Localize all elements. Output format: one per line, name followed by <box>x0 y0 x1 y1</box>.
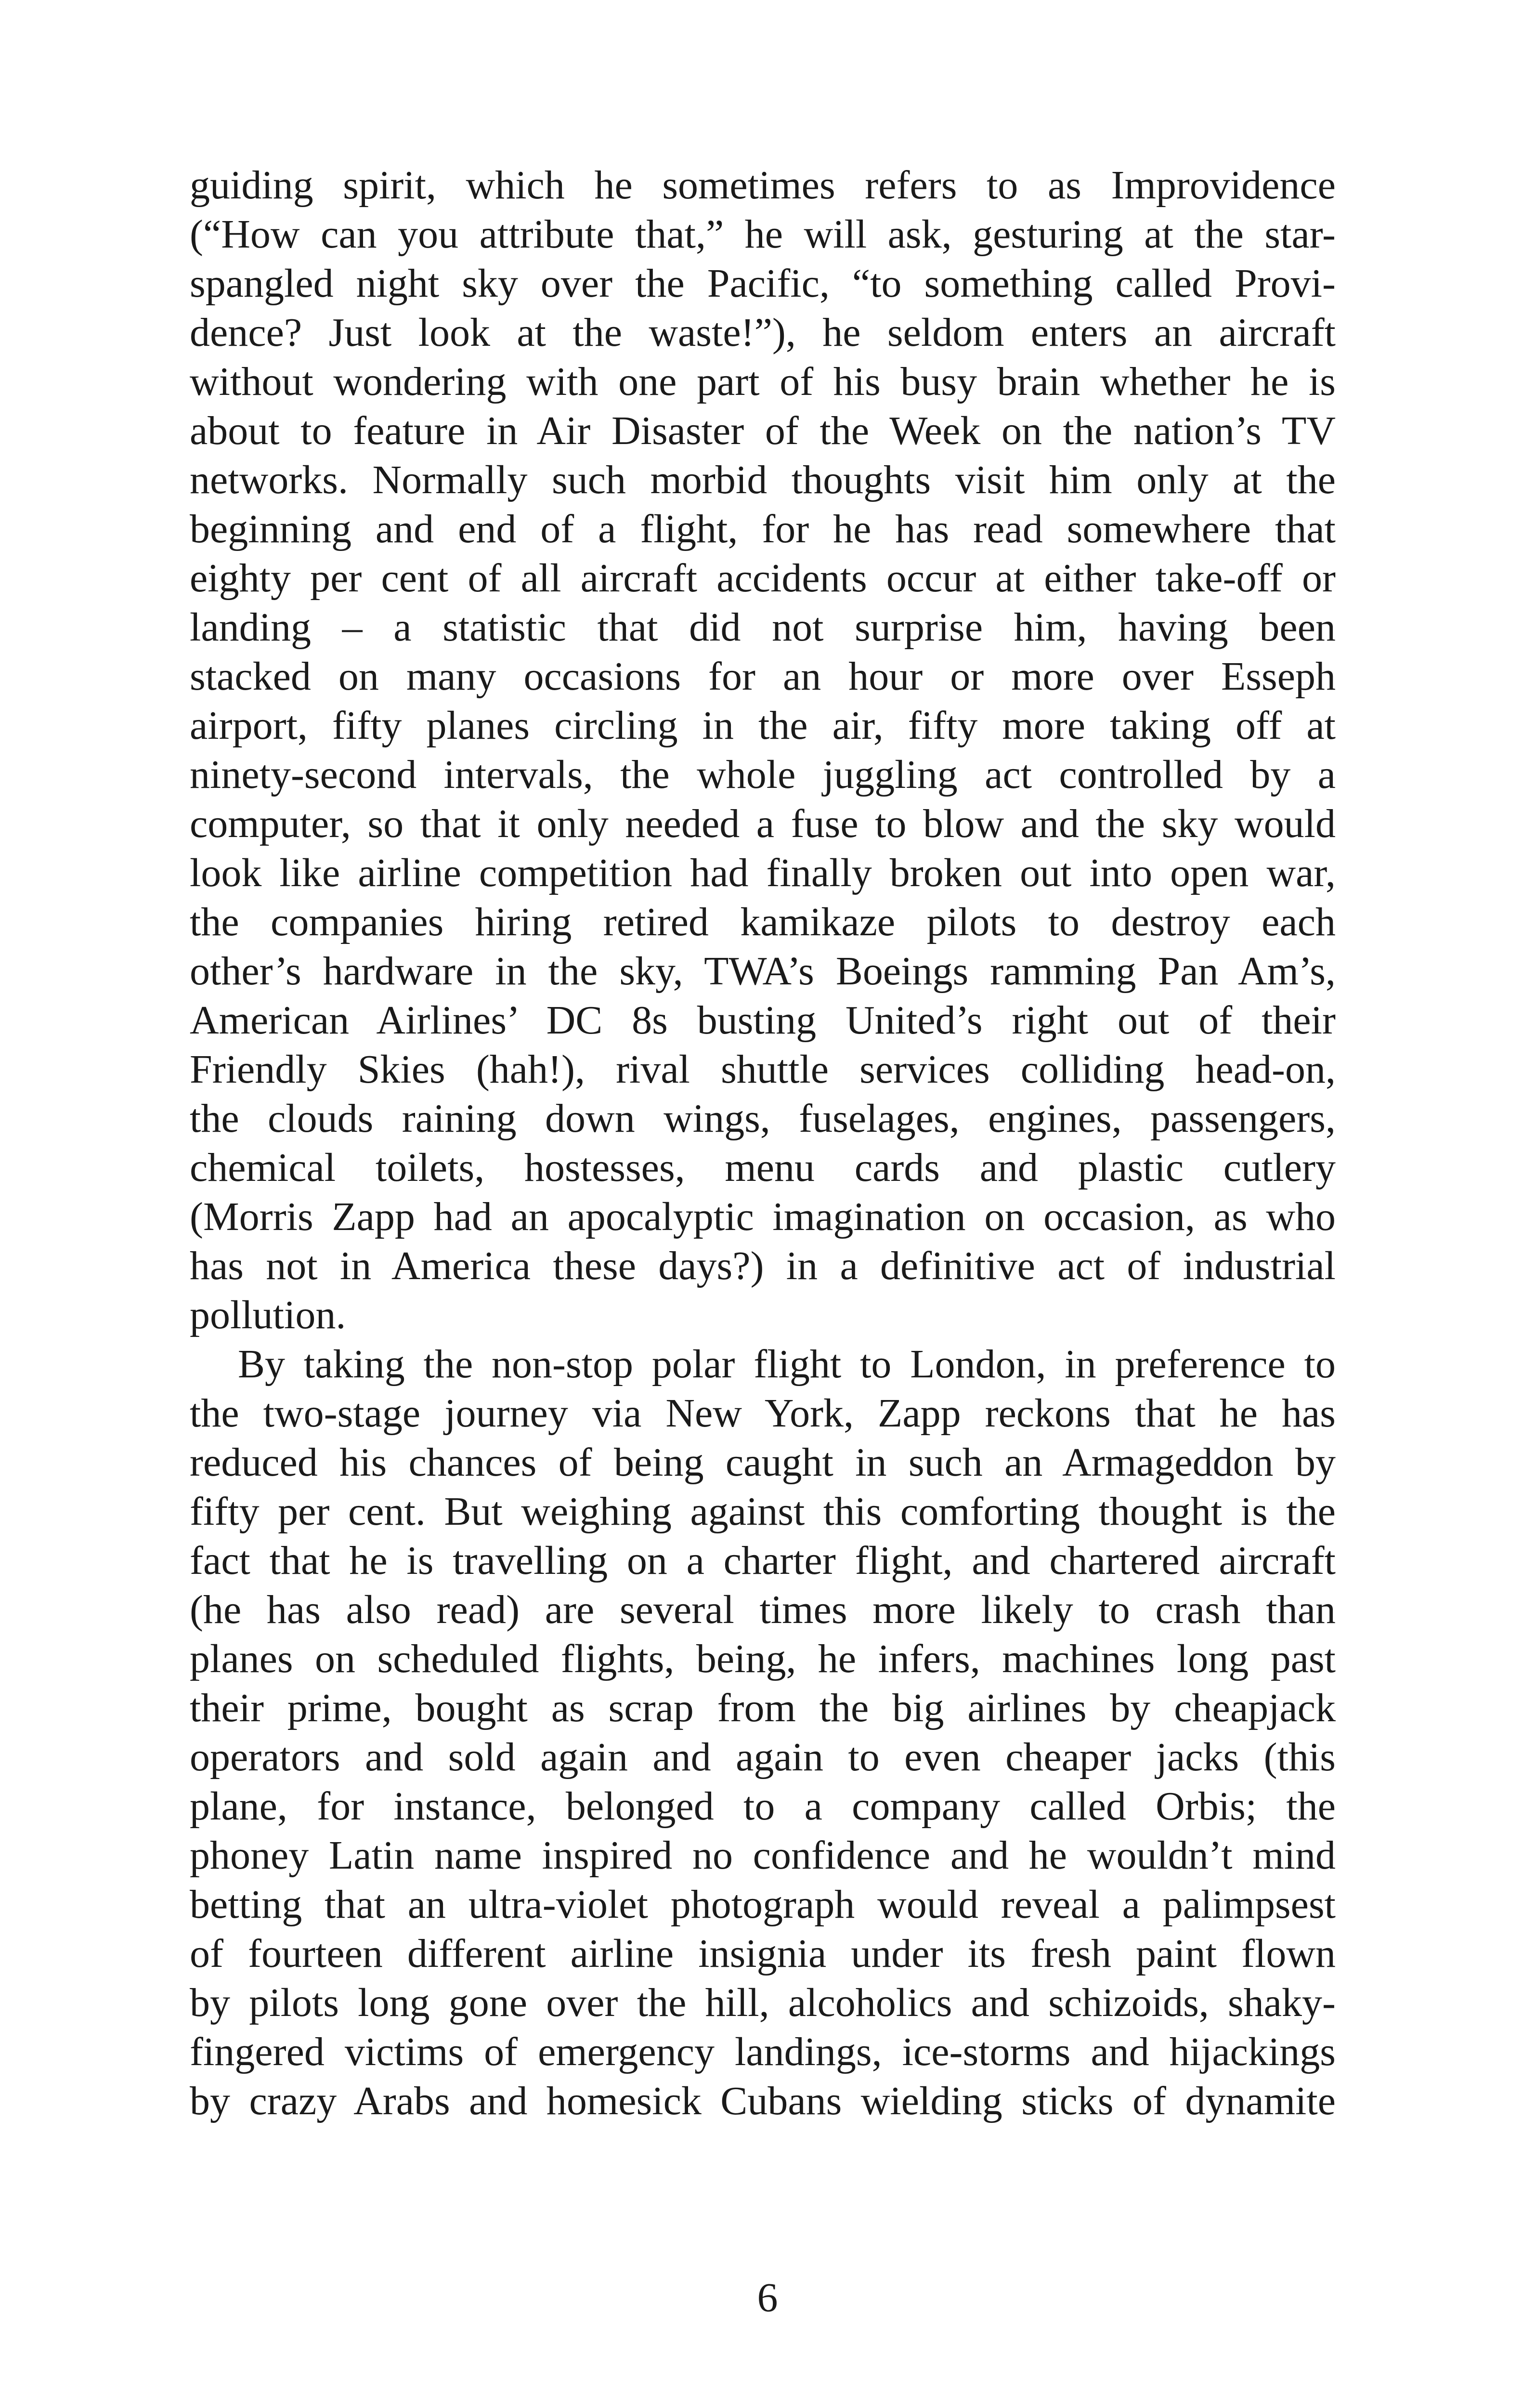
text-line: fingered victims of emergency landings, ice-storms and hijackings <box>190 2029 1336 2074</box>
text-line: ninety-second intervals, the whole juggling act controlled by a <box>190 752 1336 797</box>
text-line: fact that he is travelling on a charter flight, and chartered aircraft <box>190 1538 1336 1583</box>
text-line: fifty per cent. But weighing against this comforting thought is the <box>190 1489 1336 1534</box>
text-line: (he has also read) are several times more likely to crash than <box>190 1587 1336 1632</box>
text-line: By taking the non-stop polar flight to London, in preference to <box>238 1342 1336 1387</box>
text-line: American Airlines’ DC 8s busting United’s right out of their <box>190 998 1336 1043</box>
text-line: (Morris Zapp had an apocalyptic imagination on occasion, as who <box>190 1194 1336 1239</box>
text-line: by pilots long gone over the hill, alcoholics and schizoids, shaky- <box>190 1980 1336 2025</box>
text-line: their prime, bought as scrap from the big airlines by cheapjack <box>190 1686 1336 1730</box>
text-line: planes on scheduled flights, being, he infers, machines long past <box>190 1636 1336 1681</box>
text-line: networks. Normally such morbid thoughts visit him only at the <box>190 458 1336 502</box>
text-line: spangled night sky over the Pacific, “to something called Provi- <box>190 261 1336 306</box>
text-line: stacked on many occasions for an hour or more over Esseph <box>190 654 1336 699</box>
text-line: beginning and end of a flight, for he has read somewhere that <box>190 507 1336 551</box>
text-line: pollution. <box>190 1293 346 1337</box>
text-line: airport, fifty planes circling in the air, fifty more taking off at <box>190 703 1336 748</box>
text-line: about to feature in Air Disaster of the Week on the nation’s TV <box>190 408 1336 453</box>
text-line: landing – a statistic that did not surprise him, having been <box>190 605 1336 650</box>
text-line: betting that an ultra-violet photograph would reveal a palimpsest <box>190 1882 1336 1927</box>
paragraph-2 <box>190 1340 1336 2126</box>
text-line: the two-stage journey via New York, Zapp reckons that he has <box>190 1391 1336 1436</box>
text-line: has not in America these days?) in a definitive act of industrial <box>190 1243 1336 1288</box>
text-line: chemical toilets, hostesses, menu cards and plastic cutlery <box>190 1145 1336 1190</box>
text-line: phoney Latin name inspired no confidence and he wouldn’t mind <box>190 1833 1336 1878</box>
body-text <box>190 161 1336 2126</box>
text-line: the companies hiring retired kamikaze pilots to destroy each <box>190 900 1336 944</box>
text-line: other’s hardware in the sky, TWA’s Boeings ramming Pan Am’s, <box>190 949 1336 994</box>
text-line: plane, for instance, belonged to a company called Orbis; the <box>190 1784 1336 1829</box>
text-line: look like airline competition had finally broken out into open war, <box>190 851 1336 895</box>
text-line: eighty per cent of all aircraft accidents occur at either take-off or <box>190 556 1336 601</box>
text-line: of fourteen different airline insignia under its fresh paint flown <box>190 1931 1336 1976</box>
text-line: without wondering with one part of his busy brain whether he is <box>190 359 1336 404</box>
text-line: Friendly Skies (hah!), rival shuttle services colliding head-on, <box>190 1047 1336 1092</box>
text-line: guiding spirit, which he sometimes refers to as Improvidence <box>190 163 1336 208</box>
text-line: operators and sold again and again to even cheaper jacks (this <box>190 1735 1336 1780</box>
text-line: reduced his chances of being caught in such an Armageddon by <box>190 1440 1336 1485</box>
text-line: the clouds raining down wings, fuselages, engines, passengers, <box>190 1096 1336 1141</box>
text-line: dence? Just look at the waste!”), he seldom enters an aircraft <box>190 310 1336 355</box>
text-line: computer, so that it only needed a fuse to blow and the sky would <box>190 801 1336 846</box>
text-line: by crazy Arabs and homesick Cubans wielding sticks of dynamite <box>190 2079 1336 2123</box>
page-number: 6 <box>757 2274 778 2320</box>
paragraph-1 <box>190 161 1336 1340</box>
text-line: (“How can you attribute that,” he will ask, gesturing at the star- <box>190 212 1336 257</box>
